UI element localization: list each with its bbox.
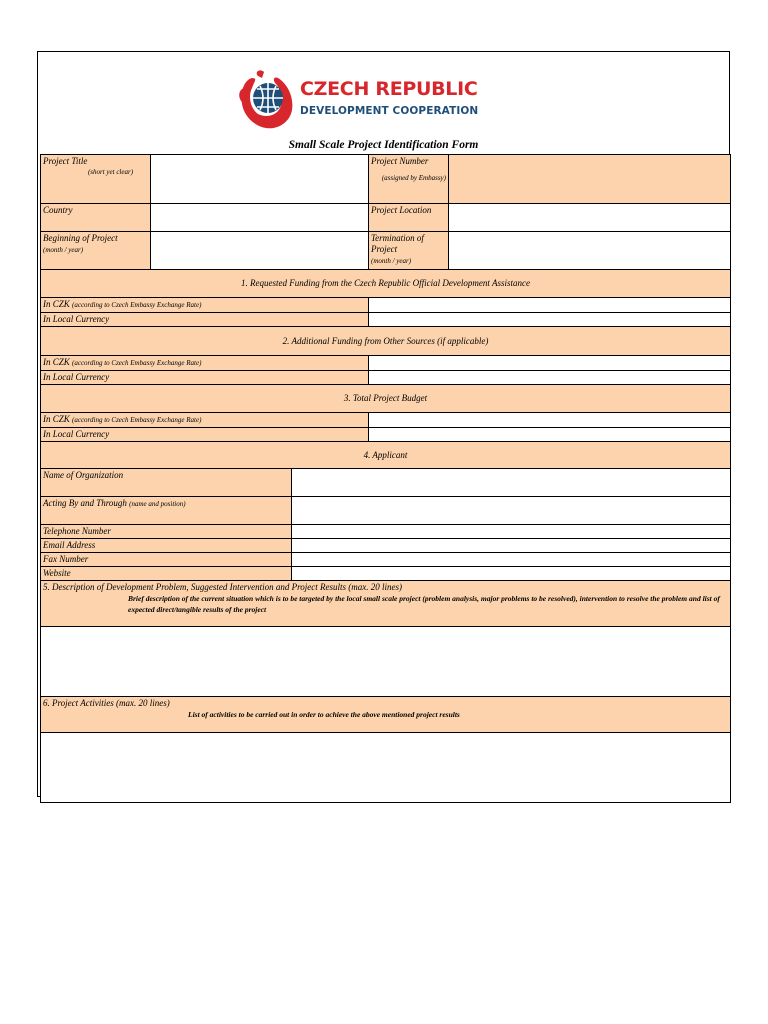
section-3-header — [41, 385, 731, 413]
row-email — [41, 539, 731, 553]
row-project-title — [41, 155, 731, 204]
s1-local-field[interactable] — [369, 313, 731, 327]
row-acting — [41, 497, 731, 525]
phone-field[interactable] — [292, 525, 731, 539]
label-s2-czk: In CZK (according to Czech Embassy Exchange Rate) — [41, 356, 369, 371]
section-2-header — [41, 327, 731, 356]
project-location-field[interactable] — [449, 204, 731, 232]
termination-field[interactable] — [449, 232, 731, 270]
section-5-note: Brief description of the current situation which is to be targeted by the local small scale project (problem analysis, major problems to be resolved), intervention to resolve the problem and list of expected direct/tangible results of the project — [128, 594, 720, 614]
hand-globe-icon — [238, 68, 298, 132]
label-project-number: Project Number (assigned by Embassy) — [369, 155, 449, 204]
row-country — [41, 204, 731, 232]
hint-project-title: (short yet clear) — [87, 168, 134, 176]
section-3-title: 3. Total Project Budget — [41, 385, 731, 413]
label-project-title: Project Title (short yet clear) — [41, 155, 151, 204]
label-beginning: Beginning of Project (month / year) — [41, 232, 151, 270]
section-1-title: 1. Requested Funding from the Czech Republic Official Development Assistance — [41, 270, 731, 298]
form-title: Small Scale Project Identification Form — [288, 139, 479, 151]
website-field[interactable] — [292, 567, 731, 581]
logo-title: CZECH REPUBLIC — [300, 78, 478, 100]
label-termination: Termination of Project (month / year) — [369, 232, 449, 270]
hint-project-number: (assigned by Embassy) — [381, 174, 446, 182]
label-email: Email Address — [41, 539, 292, 553]
label-s3-czk: In CZK (according to Czech Embassy Exchange Rate) — [41, 413, 369, 428]
s5-description-field[interactable] — [41, 627, 731, 697]
row-fax — [41, 553, 731, 567]
label-acting: Acting By and Through (name and position) — [41, 497, 292, 525]
row-s2-czk — [41, 356, 731, 371]
section-6-title: 6. Project Activities (max. 20 lines) List of activities to be carried out in order to achieve the above mentioned project results — [41, 697, 731, 733]
row-dates — [41, 232, 731, 270]
section-1-header — [41, 270, 731, 298]
label-s3-local: In Local Currency — [41, 428, 369, 442]
email-field[interactable] — [292, 539, 731, 553]
label-s1-local: In Local Currency — [41, 313, 369, 327]
section-2-title: 2. Additional Funding from Other Sources (if applicable) — [41, 327, 731, 356]
country-field[interactable] — [151, 204, 369, 232]
s3-czk-field[interactable] — [369, 413, 731, 428]
row-s1-czk — [41, 298, 731, 313]
form-table — [40, 154, 731, 803]
label-country: Country — [41, 204, 151, 232]
beginning-field[interactable] — [151, 232, 369, 270]
s2-czk-field[interactable] — [369, 356, 731, 371]
label-s1-czk: In CZK (according to Czech Embassy Exchange Rate) — [41, 298, 369, 313]
s2-local-field[interactable] — [369, 371, 731, 385]
row-s2-local — [41, 371, 731, 385]
row-s1-local — [41, 313, 731, 327]
row-s3-czk — [41, 413, 731, 428]
form-page — [37, 51, 730, 797]
s1-czk-field[interactable] — [369, 298, 731, 313]
form-grid — [40, 154, 730, 803]
row-s6-body — [41, 733, 731, 803]
org-field[interactable] — [292, 469, 731, 497]
hint-beginning: (month / year) — [43, 246, 84, 254]
row-s3-local — [41, 428, 731, 442]
section-6-note: List of activities to be carried out in order to achieve the above mentioned project results — [188, 710, 460, 719]
hint-termination: (month / year) — [371, 257, 412, 265]
section-5-header — [41, 581, 731, 627]
label-website: Website — [41, 567, 292, 581]
label-org: Name of Organization — [41, 469, 292, 497]
row-phone — [41, 525, 731, 539]
fax-field[interactable] — [292, 553, 731, 567]
label-phone: Telephone Number — [41, 525, 292, 539]
section-5-title: 5. Description of Development Problem, Suggested Intervention and Project Results (max. 20 lines) Brief description of the current situation which is to be targeted by the local small scale project (problem analysis, major problems to be resolved), intervention to resolve the problem and list of expected direct/tangible results of the project — [41, 581, 731, 627]
label-s2-local: In Local Currency — [41, 371, 369, 385]
label-project-location: Project Location — [369, 204, 449, 232]
s6-activities-field[interactable] — [41, 733, 731, 803]
logo-subtitle: DEVELOPMENT COOPERATION — [300, 105, 479, 117]
label-fax: Fax Number — [41, 553, 292, 567]
s3-local-field[interactable] — [369, 428, 731, 442]
row-s5-body — [41, 627, 731, 697]
row-org — [41, 469, 731, 497]
section-6-header — [41, 697, 731, 733]
section-4-header — [41, 442, 731, 469]
acting-field[interactable] — [292, 497, 731, 525]
row-website — [41, 567, 731, 581]
project-title-field[interactable] — [151, 155, 369, 204]
section-4-title: 4. Applicant — [41, 442, 731, 469]
logo — [238, 68, 479, 134]
project-number-field[interactable] — [449, 155, 731, 204]
